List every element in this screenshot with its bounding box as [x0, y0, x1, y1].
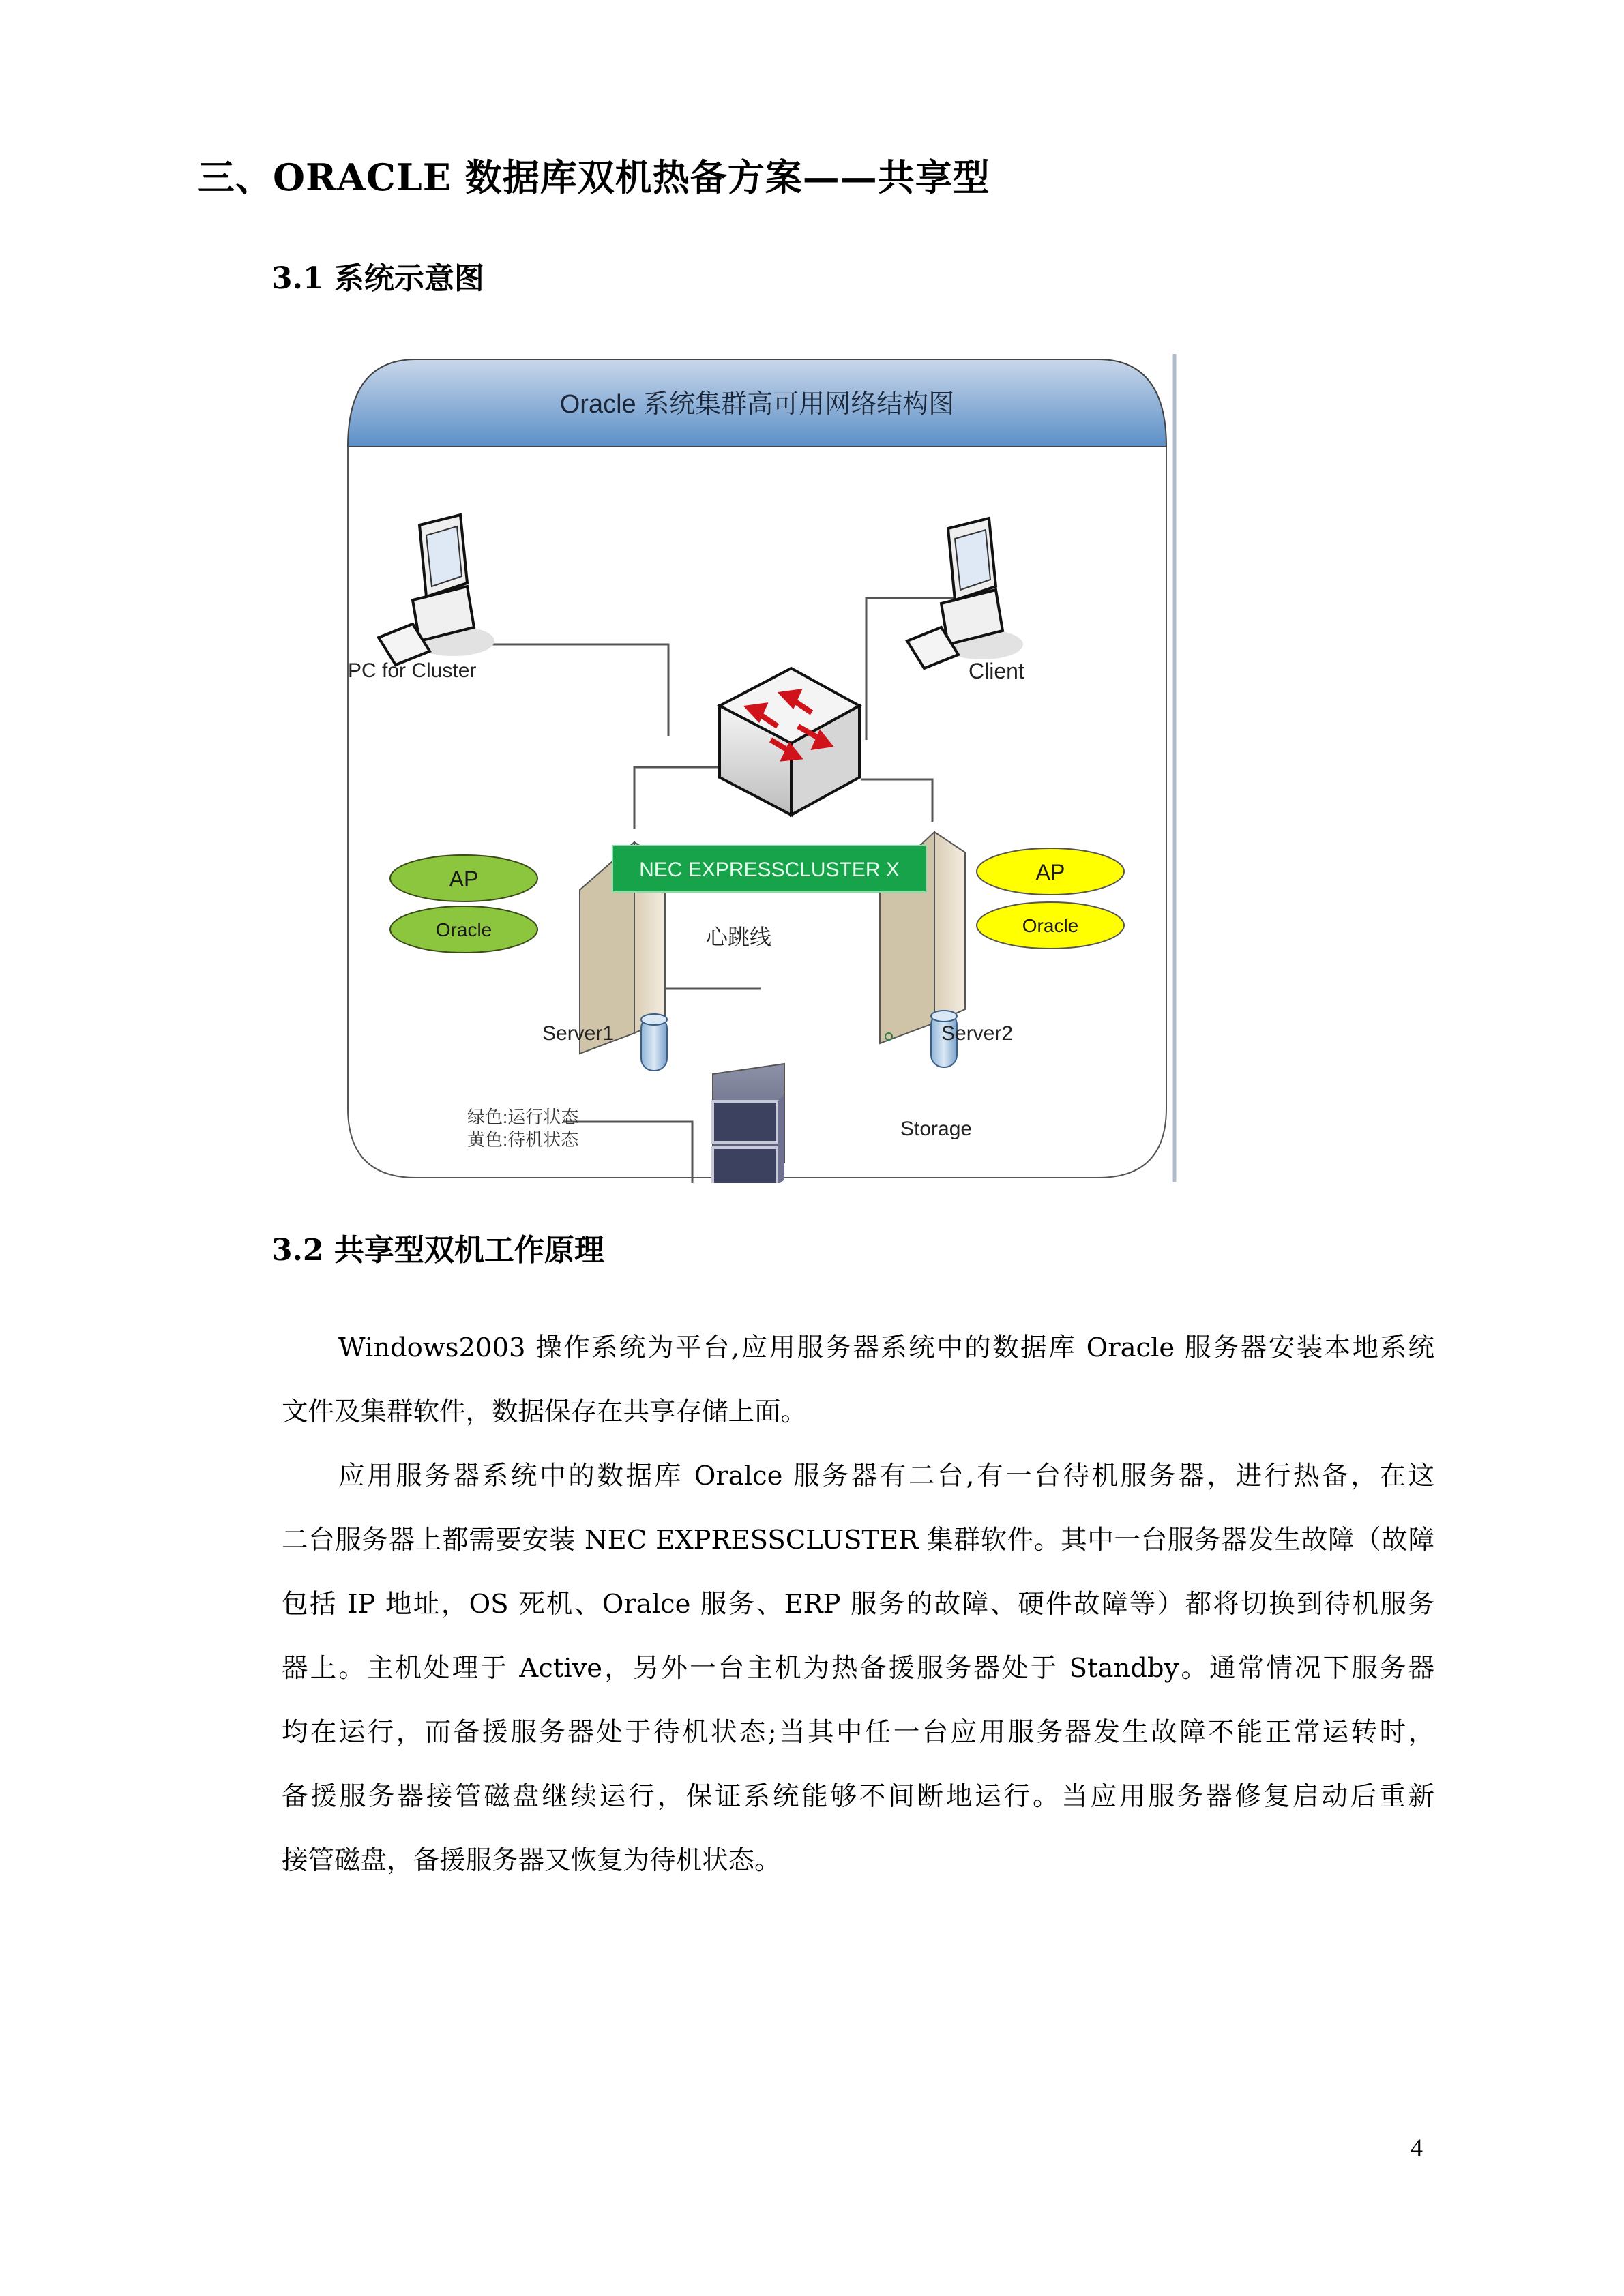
paragraph-line: 包括 IP 地址，OS 死机、Oralce 服务、ERP 服务的故障、硬件故障等）都将切换到待机服务 [282, 1589, 1434, 1620]
chapter-heading: 三、ORACLE 数据库双机热备方案——共享型 [198, 155, 990, 199]
shared-storage-icon [713, 1064, 784, 1183]
paragraph-line: 器上。主机处理于 Active，另外一台主机为热备援服务器处于 Standby。通常情况下服务器 [282, 1653, 1434, 1684]
section-heading-3-2: 3.2 共享型双机工作原理 [271, 1233, 604, 1268]
expresscluster-label: NEC EXPRESSCLUSTER X [639, 859, 900, 881]
paragraph-line: 二台服务器上都需要安装 NEC EXPRESSCLUSTER 集群软件。其中一台服务器发生故障（故障 [282, 1525, 1434, 1555]
section-heading-3-1: 3.1 系统示意图 [271, 261, 484, 296]
diagram-title: Oracle 系统集群高可用网络结构图 [559, 390, 955, 419]
pc-for-cluster-label: PC for Cluster [348, 659, 477, 682]
server1-label: Server1 [542, 1022, 615, 1045]
paragraph-line: 均在运行，而备援服务器处于待机状态;当其中任一台应用服务器发生故障不能正常运转时， [282, 1717, 1434, 1748]
storage-label: Storage [900, 1118, 973, 1140]
server1-ap-label: AP [449, 867, 479, 891]
legend-green: 绿色:运行状态 [467, 1107, 579, 1127]
page-number: 4 [1411, 2134, 1423, 2161]
server1-oracle-label: Oracle [435, 919, 492, 940]
cluster-network-diagram [341, 344, 1177, 1183]
paragraph-line: 备援服务器接管磁盘继续运行，保证系统能够不间断地运行。当应用服务器修复启动后重新 [282, 1781, 1434, 1812]
paragraph-line: Windows2003 操作系统为平台,应用服务器系统中的数据库 Oracle 服务器安装本地系统 [338, 1332, 1434, 1363]
server2-label: Server2 [941, 1022, 1014, 1045]
paragraph-line: 应用服务器系统中的数据库 Oralce 服务器有二台,有一台待机服务器，进行热备，在这 [338, 1461, 1434, 1491]
paragraph-line: 接管磁盘，备援服务器又恢复为待机状态。 [282, 1845, 781, 1876]
server2-ap-label: AP [1035, 860, 1065, 884]
server2-oracle-label: Oracle [1022, 915, 1079, 936]
legend-yellow: 黄色:待机状态 [467, 1129, 579, 1150]
paragraph-2 [282, 1444, 1434, 1893]
client-label: Client [969, 659, 1024, 683]
paragraph-1 [282, 1316, 1434, 1444]
heartbeat-label: 心跳线 [705, 925, 772, 949]
paragraph-line: 文件及集群软件，数据保存在共享存储上面。 [282, 1397, 808, 1427]
